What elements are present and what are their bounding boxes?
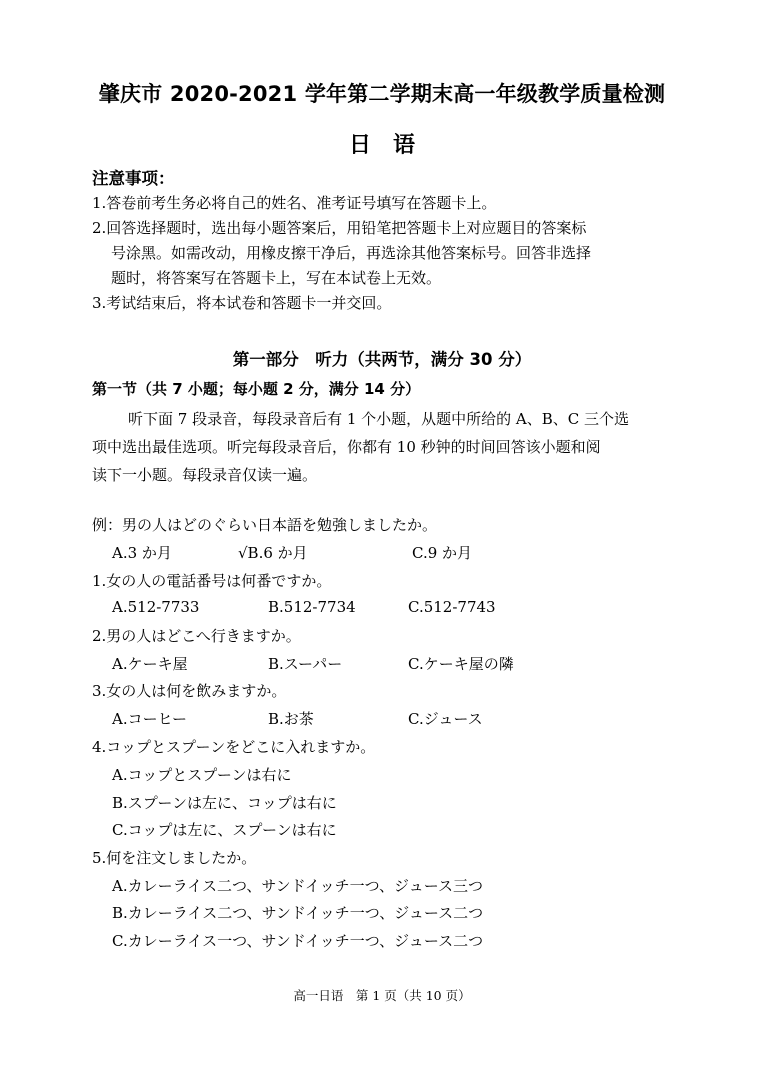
- q3-option-b: B.お茶: [268, 710, 314, 728]
- page-footer: 高一日语 第 1 页（共 10 页）: [293, 988, 471, 1003]
- notice-line: 3.考试结束后，将本试卷和答题卡一并交回。: [92, 294, 392, 312]
- instruction-line: 读下一小题。每段录音仅读一遍。: [92, 466, 318, 484]
- q3-option-c: C.ジュース: [408, 710, 483, 728]
- q5-option-c: C.カレーライス一つ、サンドイッチ一つ、ジュース二つ: [112, 932, 484, 950]
- q2-option-a: A.ケーキ屋: [112, 655, 188, 673]
- q2-option-c: C.ケーキ屋の隣: [408, 655, 514, 673]
- q1-option-c: C.512-7743: [408, 598, 496, 616]
- subject-title: 日语: [348, 133, 437, 158]
- q4-option-a: A.コップとスプーンは右に: [112, 766, 292, 784]
- q5-option-a: A.カレーライス二つ、サンドイッチ一つ、ジュース三つ: [112, 877, 483, 895]
- question-4: 4.コップとスプーンをどこに入れますか。: [92, 738, 376, 756]
- q3-option-a: A.コーヒー: [112, 710, 188, 728]
- document-title: 肇庆市 2020-2021 学年第二学期末高一年级教学质量检测: [98, 82, 666, 106]
- question-3: 3.女の人は何を飲みますか。: [92, 682, 287, 700]
- question-1: 1.女の人の電話番号は何番ですか。: [92, 572, 332, 590]
- q4-option-b: B.スプーンは左に、コップは右に: [112, 794, 337, 812]
- q1-option-b: B.512-7734: [268, 598, 356, 616]
- q2-option-b: B.スーパー: [268, 655, 343, 673]
- section1-title: 第一节（共 7 小题；每小题 2 分，满分 14 分）: [92, 380, 421, 398]
- q4-option-c: C.コップは左に、スプーンは右に: [112, 821, 337, 839]
- notice-line: 1.答卷前考生务必将自己的姓名、准考证号填写在答题卡上。: [92, 194, 497, 212]
- example-option-b: √B.6 か月: [238, 544, 308, 562]
- example-option-a: A.3 か月: [112, 544, 172, 562]
- notice-line: 2.回答选择题时，选出每小题答案后，用铅笔把答题卡上对应题目的答案标: [92, 219, 587, 237]
- part1-title: 第一部分 听力（共两节，满分 30 分）: [232, 350, 532, 369]
- q1-option-a: A.512-7733: [112, 598, 200, 616]
- question-2: 2.男の人はどこへ行きますか。: [92, 627, 301, 645]
- notice-heading: 注意事项：: [92, 169, 175, 188]
- question-5: 5.何を注文しましたか。: [92, 849, 257, 867]
- notice-line: 题时，将答案写在答题卡上，写在本试卷上无效。: [111, 269, 442, 287]
- notice-line: 号涂黑。如需改动，用橡皮擦干净后，再选涂其他答案标号。回答非选择: [111, 244, 592, 262]
- q5-option-b: B.カレーライス二つ、サンドイッチ一つ、ジュース二つ: [112, 904, 484, 922]
- instruction-line: 项中选出最佳选项。听完每段录音后，你都有 10 秒钟的时间回答该小题和阅: [92, 438, 601, 456]
- example-question: 例：男の人はどのぐらい日本語を勉強しましたか。: [92, 516, 438, 534]
- example-option-c: C.9 か月: [412, 544, 473, 562]
- instruction-line: 听下面 7 段录音，每段录音后有 1 个小题，从题中所给的 A、B、C 三个选: [128, 410, 630, 428]
